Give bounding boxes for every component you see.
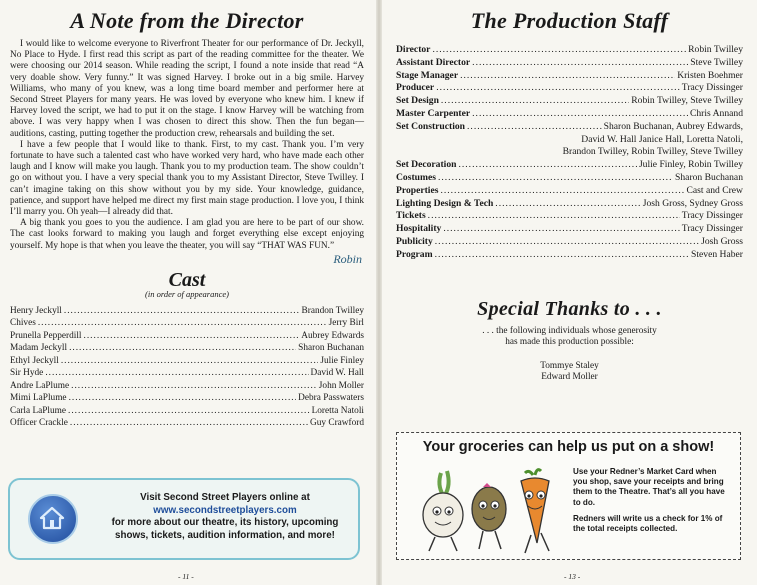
staff-names: Chris Annand <box>689 107 743 119</box>
website-promo-box <box>8 478 360 560</box>
cast-row <box>10 342 364 355</box>
staff-names: Julie Finley, Robin Twilley <box>638 159 743 171</box>
staff-role: Master Carpenter <box>396 107 471 119</box>
staff-names: Steve Twilley <box>690 56 743 68</box>
cast-role: Prunella Pepperdill <box>10 330 82 341</box>
thanks-names <box>396 361 743 384</box>
cast-role: Andre LaPlume <box>10 380 70 391</box>
staff-role: Tickets <box>396 210 426 222</box>
cast-actor: Julie Finley <box>320 355 364 366</box>
cast-role: Ethyl Jeckyll <box>10 355 59 366</box>
page-number-right: - 13 - <box>564 572 581 581</box>
cast-row <box>10 392 364 405</box>
staff-row <box>396 70 743 83</box>
cast-role: Sir Hyde <box>10 368 44 379</box>
director-signature: Robin <box>333 251 362 266</box>
right-page <box>380 0 757 585</box>
staff-row <box>396 198 743 211</box>
staff-role: Set Design <box>396 95 439 107</box>
staff-names: Tracy Dissinger <box>681 223 743 235</box>
cast-role: Madam Jeckyll <box>10 343 68 354</box>
production-staff-title: The Production Staff <box>470 8 669 33</box>
cast-actor: Jerry Birl <box>328 318 364 329</box>
staff-row <box>396 82 743 95</box>
ad-body <box>573 467 733 540</box>
staff-names: Sharon Buchanan <box>675 171 743 183</box>
cast-actor: Loretta Natoli <box>311 405 364 416</box>
staff-role: Hospitality <box>396 223 442 235</box>
staff-names: Tracy Dissinger <box>681 210 743 222</box>
staff-role: Lighting Design & Tech <box>396 197 494 209</box>
staff-row <box>396 121 743 134</box>
staff-role: Assistant Director <box>396 56 471 68</box>
staff-role: Publicity <box>396 235 433 247</box>
staff-names-continued: David W. Hall Janice Hall, Loretta Natoli, <box>581 133 743 145</box>
staff-row <box>396 249 743 262</box>
staff-names: Robin Twilley <box>688 44 743 55</box>
cast-role: Chives <box>10 318 36 329</box>
cast-role: Mimi LaPlume <box>10 393 67 404</box>
staff-row <box>396 236 743 249</box>
thanks-line: . . . the following individuals whose generosity <box>482 325 657 336</box>
note-paragraph: I have a few people that I would like to thank. First, to my cast. Thank you. I’m very fortunate to have such a talented cast who have worked very hard, who have made each other laugh and I know will make you laugh. Thank you to my production team. The show couldn’t go on without you. I have a very special thank you to my Assistant Director, Steve Twilley. I can’t imagine taking on this show without you by my side. Your knowledge, guidance, patience, and support have helped me direct my first main stage production. I love you, I think I’ll marry you. Oh yeah—I already did that. <box>10 139 364 218</box>
page-number-left: - 11 - <box>178 572 194 581</box>
cast-actor: Debra Passwaters <box>298 393 364 404</box>
cast-role: Henry Jeckyll <box>10 305 62 316</box>
promo-line: Visit Second Street Players online at <box>140 492 310 503</box>
staff-names: Steven Haber <box>691 248 743 260</box>
home-icon <box>28 494 78 544</box>
staff-role: Stage Manager <box>396 69 459 81</box>
cast-row <box>10 355 364 368</box>
special-thanks-title: Special Thanks to . . . <box>477 297 662 320</box>
ad-paragraph: Redners will write us a check for 1% of the total receipts collected. <box>573 513 723 534</box>
staff-names: Sharon Buchanan, Aubrey Edwards, <box>603 120 743 132</box>
staff-row <box>396 159 743 172</box>
staff-row <box>396 57 743 70</box>
staff-names: Josh Gross <box>701 235 743 247</box>
cast-actor: Brandon Twilley <box>301 305 364 316</box>
vegetable-characters-illustration <box>403 465 568 557</box>
thanks-name: Edward Moller <box>541 372 598 383</box>
cast-subtitle: (in order of appearance) <box>145 288 229 299</box>
thanks-line: has made this production possible: <box>505 337 634 348</box>
staff-row <box>396 185 743 198</box>
cast-row <box>10 380 364 393</box>
website-link[interactable]: www.secondstreetplayers.com <box>153 504 297 516</box>
staff-row <box>396 172 743 185</box>
promo-line: for more about our theatre, its history, upcoming <box>111 517 339 528</box>
staff-role: Properties <box>396 184 439 196</box>
cast-title: Cast <box>168 268 206 291</box>
cast-actor: John Moller <box>318 380 364 391</box>
staff-role: Costumes <box>396 171 436 183</box>
staff-role: Set Decoration <box>396 159 457 171</box>
staff-names: Cast and Crew <box>686 184 743 196</box>
director-note <box>10 39 364 252</box>
cast-role: Carla LaPlume <box>10 405 67 416</box>
staff-names: Tracy Dissinger <box>681 82 743 94</box>
note-paragraph: A big thank you goes to you the audience. I am glad you are here to be part of our show. The cast looks forward to making you laugh and forget everything else except enjoying yourself. My hope is that when you leave the theater, you will say “THAT WAS FUN.” <box>10 218 364 251</box>
cast-row <box>10 367 364 380</box>
cast-row <box>10 417 364 430</box>
cast-role: Officer Crackle <box>10 418 68 429</box>
staff-names: Kristen Boehmer <box>677 69 743 81</box>
thanks-name: Tommye Staley <box>540 360 599 371</box>
staff-row <box>396 210 743 223</box>
staff-row <box>396 108 743 121</box>
cast-list <box>10 305 364 430</box>
staff-role: Program <box>396 248 433 260</box>
staff-names: Robin Twilley, Steve Twilley <box>631 95 743 107</box>
cast-actor: Guy Crawford <box>310 418 364 429</box>
staff-role: Set Construction <box>396 120 466 132</box>
staff-role: Producer <box>396 82 435 94</box>
staff-names: Josh Gross, Sydney Gross <box>642 197 743 209</box>
cast-row <box>10 405 364 418</box>
staff-row <box>396 44 743 57</box>
ad-paragraph: Use your Redner’s Market Card when you shop, save your receipts and bring them to the Theatre. That’s all you have to do. <box>573 467 725 507</box>
staff-row <box>396 95 743 108</box>
cast-row <box>10 317 364 330</box>
staff-role: Director <box>396 44 431 55</box>
cast-actor: David W. Hall <box>310 368 364 379</box>
promo-line: shows, tickets, audition information, and more! <box>115 529 335 541</box>
ad-headline: Your groceries can help us put on a show! <box>422 439 715 455</box>
director-note-title: A Note from the Director <box>70 8 304 33</box>
cast-actor: Sharon Buchanan <box>298 343 364 354</box>
staff-list <box>396 44 743 262</box>
redners-ad <box>396 432 741 560</box>
cast-actor: Aubrey Edwards <box>301 330 364 341</box>
staff-names-continued: Brandon Twilley, Robin Twilley, Steve Twilley <box>562 146 743 158</box>
staff-row <box>396 223 743 236</box>
website-promo-text <box>94 492 356 542</box>
cast-row <box>10 305 364 318</box>
note-paragraph: I would like to welcome everyone to Riverfront Theater for our performance of Dr. Jeckyll, No Place to Hyde. I first read this script as part of the reading committee for the theater. We were choosing our 2014 season. While reading the script, I found a note inside that read “A very doable show. Very funny.” It was signed Harvey. I broke out in a big smile. Harvey Williams, who many of you knew, was a long time board member and performer here at Second Street Players for many years. He was loved by everyone who knew him. I knew if Harvey loved the script, we had to put it on the stage. I know Harvey will be watching from above. I was very happy when I was chosen to direct this show. Then the fun began—auditions, casting, putting together the production crew, rehearsals and building the set. <box>10 39 364 139</box>
cast-row <box>10 330 364 343</box>
